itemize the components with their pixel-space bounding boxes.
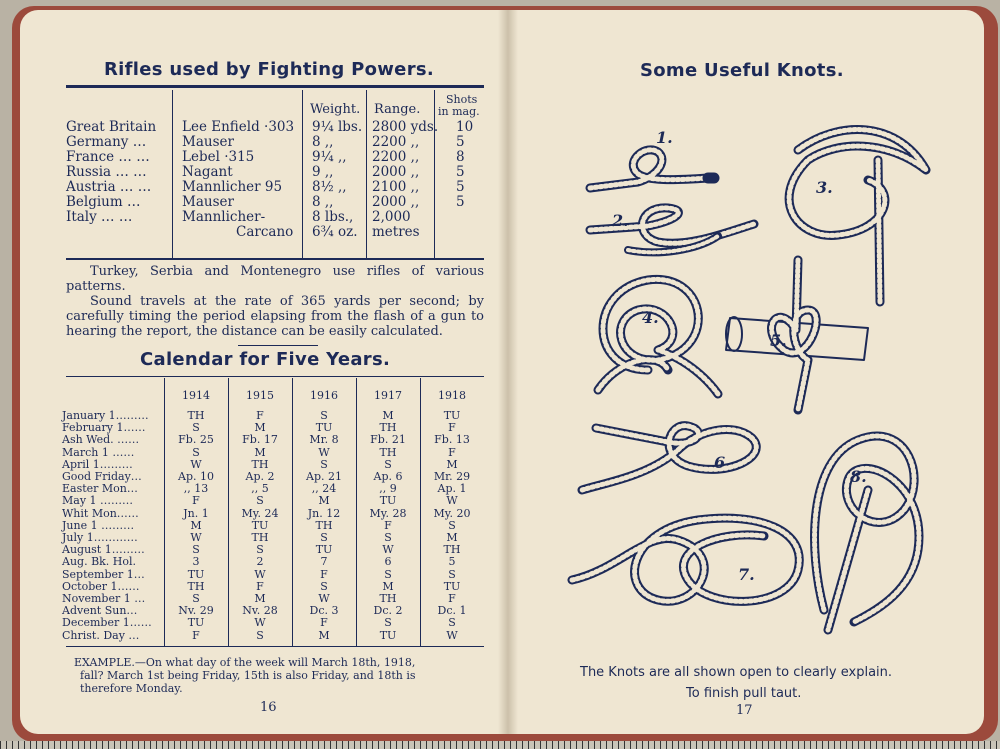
calendar-row-label: Advent Sun… <box>62 604 138 618</box>
calendar-cell: W <box>446 628 458 642</box>
rifles-row <box>20 180 480 195</box>
rifles-cell-weight: 8 ,, <box>312 134 334 150</box>
calendar-cell: TU <box>379 494 397 508</box>
calendar-row-label: May 1 ……… <box>62 494 134 508</box>
calendar-row <box>20 593 490 605</box>
calendar-cell: 7 <box>320 555 328 569</box>
rifles-cell-weight: 8 ,, <box>312 194 334 210</box>
calendar-row <box>20 581 490 593</box>
calendar-cell: TU <box>379 628 397 642</box>
calendar-cell: S <box>256 628 264 642</box>
calendar-row-label: April 1……… <box>62 457 133 471</box>
rifles-cell-range: 2,000 <box>372 209 411 225</box>
knot-label-4: 4. <box>642 308 659 327</box>
calendar-cell: Fb. 25 <box>178 433 214 447</box>
calendar-cell: Mr. 8 <box>309 433 339 447</box>
calendar-row-label: Aug. Bk. Hol. <box>62 555 137 569</box>
rifles-header-shots-bottom: in mag. <box>438 105 480 118</box>
calendar-cell: TH <box>443 543 461 557</box>
calendar-cell: TH <box>379 445 397 459</box>
calendar-cell: S <box>192 421 200 435</box>
knot-label-2: 2. <box>612 211 629 230</box>
rifles-row <box>20 150 480 165</box>
calendar-row-label: July 1………… <box>62 531 138 544</box>
calendar-row <box>20 617 490 629</box>
calendar-title: Calendar for Five Years. <box>140 349 391 370</box>
calendar-bottom-rule <box>66 646 484 647</box>
calendar-cell: S <box>320 531 328 544</box>
knot-label-5: 5. <box>770 331 787 350</box>
left-page <box>20 10 508 734</box>
knot-label-3: 3. <box>816 178 833 197</box>
knot-label-7: 7. <box>738 565 755 584</box>
calendar-cell: F <box>448 421 456 435</box>
calendar-row <box>20 471 490 483</box>
calendar-cell: F <box>192 494 200 508</box>
calendar-cell: Ap. 1 <box>437 482 467 496</box>
calendar-row <box>20 483 490 495</box>
knot-7-drawing <box>572 518 799 601</box>
calendar-cell: 3 <box>192 555 200 569</box>
calendar-cell: S <box>384 531 392 544</box>
calendar-row <box>20 447 490 459</box>
rifles-cell-rifle: Lebel ·315 <box>182 149 255 165</box>
calendar-cell: F <box>256 409 264 422</box>
rifles-cell-country: Russia … … <box>66 164 147 180</box>
calendar-cell: W <box>318 592 330 605</box>
calendar-row-label: February 1…… <box>62 421 146 435</box>
calendar-cell: S <box>448 518 456 532</box>
calendar-cell: TH <box>187 409 205 422</box>
calendar-cell: S <box>448 567 456 581</box>
calendar-cell: W <box>254 616 266 630</box>
calendar-cell: Dc. 1 <box>437 604 467 618</box>
rifles-cell-shots: 5 <box>456 164 465 180</box>
calendar-cell: M <box>254 592 266 605</box>
calendar-cell: F <box>320 616 328 630</box>
rifles-cell-rifle: Mannlicher- <box>182 209 266 225</box>
calendar-row <box>20 569 490 581</box>
calendar-cell: W <box>190 457 202 471</box>
calendar-cell: S <box>192 592 200 605</box>
calendar-row-label: December 1…… <box>62 616 152 630</box>
calendar-year: 1914 <box>182 389 210 402</box>
calendar-cell: Fb. 13 <box>434 433 470 447</box>
calendar-row-label: January 1……… <box>62 409 149 422</box>
rifles-cell-range: 2100 ,, <box>372 179 420 195</box>
knots-title: Some Useful Knots. <box>640 60 844 81</box>
calendar-row-label: November 1 … <box>62 592 146 605</box>
calendar-row <box>20 508 490 520</box>
calendar-row-label: Christ. Day … <box>62 628 140 642</box>
rifles-cell-range: 2000 ,, <box>372 164 420 180</box>
calendar-cell: TH <box>379 421 397 435</box>
calendar-cell: M <box>318 494 330 508</box>
calendar-cell: M <box>190 518 202 532</box>
rifles-cell-rifle: Nagant <box>182 164 233 180</box>
calendar-cell: S <box>192 543 200 557</box>
calendar-cell: S <box>384 567 392 581</box>
rifles-cell-weight: 9¼ lbs. <box>312 119 363 135</box>
rifles-cell-shots: 5 <box>456 179 465 195</box>
rifles-row <box>20 135 480 150</box>
rifles-cell-shots: 8 <box>456 149 465 165</box>
calendar-row <box>20 459 490 471</box>
calendar-year: 1917 <box>374 389 402 402</box>
calendar-cell: S <box>320 579 328 593</box>
knot-1-drawing <box>590 150 714 188</box>
calendar-row-label: September 1… <box>62 567 145 581</box>
knot-5-drawing <box>726 260 868 410</box>
calendar-cell: 5 <box>448 555 456 569</box>
calendar-row <box>20 434 490 446</box>
calendar-cell: ,, 5 <box>251 482 269 496</box>
calendar-cell: F <box>320 567 328 581</box>
rifles-cell-weight: 9 ,, <box>312 164 334 180</box>
calendar-cell: F <box>384 518 392 532</box>
rifles-cell-shots: 5 <box>456 194 465 210</box>
calendar-row <box>20 605 490 617</box>
calendar-cell: TU <box>187 616 205 630</box>
knots-caption-line-1: The Knots are all shown open to clearly explain. <box>580 665 893 680</box>
calendar-divider <box>238 345 318 346</box>
calendar-cell: Dc. 2 <box>373 604 403 618</box>
calendar-cell: S <box>384 616 392 630</box>
calendar-row-label: March 1 …… <box>62 445 135 459</box>
calendar-cell: Fb. 21 <box>370 433 406 447</box>
calendar-cell: S <box>384 457 392 471</box>
calendar-cell: Nv. 28 <box>242 604 278 618</box>
knot-3-drawing <box>789 130 926 302</box>
rifles-cell-shots: 5 <box>456 134 465 150</box>
calendar-row <box>20 532 490 544</box>
knot-label-1: 1. <box>656 128 673 147</box>
calendar-cell: TU <box>315 421 333 435</box>
calendar-cell: S <box>448 616 456 630</box>
calendar-cell: Ap. 2 <box>245 470 275 483</box>
calendar-row-label: Good Friday… <box>62 470 142 483</box>
rifles-cell-range: 2200 ,, <box>372 149 420 165</box>
rifles-cell-weight: 6¾ oz. <box>312 224 358 240</box>
calendar-cell: Mr. 29 <box>433 470 471 483</box>
calendar-cell: Jn. 1 <box>183 506 209 520</box>
calendar-cell: Dc. 3 <box>309 604 339 618</box>
rifles-row <box>20 195 480 210</box>
calendar-cell: Ap. 10 <box>178 470 214 483</box>
rifles-cell-rifle: Mauser <box>182 134 234 150</box>
calendar-cell: TU <box>443 409 461 422</box>
rifles-cell-rifle: Carcano <box>236 224 294 240</box>
calendar-cell: W <box>190 531 202 544</box>
calendar-cell: F <box>448 445 456 459</box>
rifles-cell-rifle: Mannlicher 95 <box>182 179 283 195</box>
calendar-cell: Ap. 6 <box>373 470 403 483</box>
calendar-row <box>20 556 490 568</box>
calendar-cell: M <box>382 579 394 593</box>
calendar-cell: W <box>318 445 330 459</box>
rifles-cell-range: metres <box>372 224 420 240</box>
calendar-cell: Nv. 29 <box>178 604 214 618</box>
calendar-row <box>20 544 490 556</box>
calendar-years-row <box>20 390 490 402</box>
knot-4-drawing <box>598 279 718 394</box>
calendar-top-rule <box>66 376 484 377</box>
rifles-cell-country: Austria … … <box>66 179 152 195</box>
knots-caption-line-2: To finish pull taut. <box>686 686 802 701</box>
knot-6-drawing <box>582 426 756 490</box>
calendar-cell: TU <box>315 543 333 557</box>
calendar-cell: W <box>254 567 266 581</box>
rifles-cell-weight: 8 lbs., <box>312 209 354 225</box>
scale-ruler <box>0 741 1000 749</box>
calendar-cell: S <box>320 409 328 422</box>
calendar-cell: TH <box>379 592 397 605</box>
rifles-cell-weight: 8½ ,, <box>312 179 347 195</box>
rifles-cell-range: 2800 yds. <box>372 119 439 135</box>
calendar-cell: My. 24 <box>241 506 279 520</box>
knot-illustrations <box>508 10 984 734</box>
rifles-header-range: Range. <box>374 102 421 117</box>
rifles-header-weight: Weight. <box>310 102 361 117</box>
book-gutter <box>498 10 518 734</box>
page-number-right: 17 <box>736 703 753 718</box>
rifles-cell-range: 2000 ,, <box>372 194 420 210</box>
calendar-cell: M <box>318 628 330 642</box>
calendar-cell: M <box>382 409 394 422</box>
calendar-row <box>20 520 490 532</box>
rifles-note-patterns: Turkey, Serbia and Montenegro use rifles of various patterns. <box>66 264 484 294</box>
calendar-row <box>20 410 490 422</box>
calendar-cell: TH <box>251 457 269 471</box>
rifles-cell-range: 2200 ,, <box>372 134 420 150</box>
calendar-cell: ,, 13 <box>183 482 209 496</box>
calendar-cell: F <box>192 628 200 642</box>
rifles-bottom-rule <box>66 258 484 260</box>
rifles-cell-country: Belgium … <box>66 194 141 210</box>
calendar-cell: S <box>256 543 264 557</box>
rifles-top-rule <box>66 85 484 88</box>
rifles-cell-rifle: Lee Enfield ·303 <box>182 119 295 135</box>
calendar-cell: S <box>192 445 200 459</box>
example-line-1: EXAMPLE.—On what day of the week will March 18th, 1918, <box>74 656 416 669</box>
calendar-cell: Fb. 17 <box>242 433 278 447</box>
rifles-title: Rifles used by Fighting Powers. <box>104 59 435 80</box>
calendar-row-label: June 1 ……… <box>62 518 135 532</box>
calendar-cell: ,, 9 <box>379 482 397 496</box>
rifles-cell-rifle: Mauser <box>182 194 234 210</box>
calendar-cell: M <box>254 421 266 435</box>
calendar-row-label: Easter Mon… <box>62 482 138 496</box>
calendar-cell: TU <box>187 567 205 581</box>
rifles-row <box>20 225 480 240</box>
calendar-cell: My. 20 <box>433 506 471 520</box>
calendar-row-label: August 1……… <box>62 543 145 557</box>
calendar-row <box>20 422 490 434</box>
calendar-cell: TH <box>251 531 269 544</box>
calendar-cell: Ap. 21 <box>306 470 342 483</box>
calendar-cell: TH <box>315 518 333 532</box>
calendar-year: 1918 <box>438 389 466 402</box>
rifles-cell-weight: 9¼ ,, <box>312 149 347 165</box>
sound-note: Sound travels at the rate of 365 yards per second; by carefully timing the period elapsing from the flash of a gun to hearing the report, the distance can be easily calculated. <box>66 294 484 339</box>
knot-label-6: 6 <box>714 453 726 472</box>
page-number-left: 16 <box>260 700 277 715</box>
calendar-cell: 6 <box>384 555 392 569</box>
calendar-row-label: Ash Wed. …… <box>62 433 140 447</box>
example-line-2: fall? March 1st being Friday, 15th is also Friday, and 18th is <box>80 669 416 682</box>
calendar-cell: My. 28 <box>369 506 407 520</box>
calendar-cell: S <box>256 494 264 508</box>
calendar-cell: Jn. 12 <box>307 506 341 520</box>
rifles-cell-shots: 10 <box>456 119 474 135</box>
calendar-cell: M <box>446 531 458 544</box>
rifles-row <box>20 210 480 225</box>
calendar-cell: TU <box>443 579 461 593</box>
rifles-header-shots-top: Shots <box>446 93 478 106</box>
calendar-cell: F <box>448 592 456 605</box>
calendar-row <box>20 495 490 507</box>
calendar-cell: ,, 24 <box>311 482 337 496</box>
calendar-year: 1915 <box>246 389 274 402</box>
calendar-cell: M <box>254 445 266 459</box>
rifles-cell-country: Great Britain <box>66 119 157 135</box>
calendar-cell: F <box>256 579 264 593</box>
calendar-cell: M <box>446 457 458 471</box>
right-page <box>508 10 984 734</box>
calendar-cell: W <box>382 543 394 557</box>
knot-label-8: 8. <box>850 467 867 486</box>
calendar-year: 1916 <box>310 389 338 402</box>
example-line-3: therefore Monday. <box>80 682 183 695</box>
calendar-cell: W <box>446 494 458 508</box>
rifles-cell-country: Germany … <box>66 134 147 150</box>
rifles-cell-country: Italy … … <box>66 209 133 225</box>
rifles-cell-country: France … … <box>66 149 150 165</box>
calendar-row <box>20 630 490 642</box>
rifles-row <box>20 120 480 135</box>
calendar-cell: 2 <box>256 555 264 569</box>
calendar-cell: TU <box>251 518 269 532</box>
calendar-row-label: October 1…… <box>62 579 140 593</box>
calendar-cell: S <box>320 457 328 471</box>
rifles-row <box>20 165 480 180</box>
calendar-cell: TH <box>187 579 205 593</box>
knot-8-drawing <box>815 436 919 630</box>
calendar-row-label: Whit Mon…… <box>62 506 139 520</box>
